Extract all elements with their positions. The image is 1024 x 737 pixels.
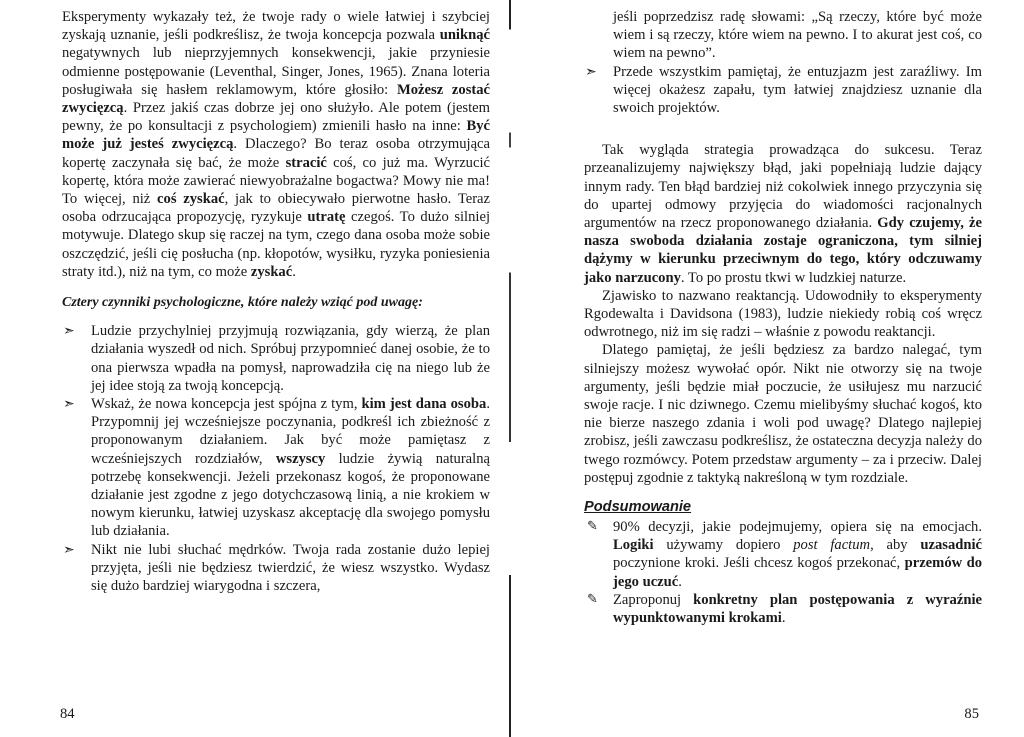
factors-list-continued	[584, 8, 982, 117]
book-gutter	[509, 0, 511, 737]
list-item: ➣ Przede wszystkim pamiętaj, że entuzjazm jest zaraźliwy. Im więcej okażesz zapału, tym łatwiej znajdziesz uznanie dla swoich projektów.	[585, 63, 982, 117]
paragraph-advice: Dlatego pamiętaj, że jeśli będziesz za bardzo nalegać, tym silniejszy możesz wywołać opór. Nikt nie otworzy się na twoje argumenty, jeśli będzie miał poczucie, że usiłujesz mu narzucić swoje racje. I nic dziwnego. Czemu mielibyśmy słuchać kogoś, kto nie bierze naszego zdania i woli pod uwagę? Dlatego najlepiej zrobisz, jeśli zawczasu podkreślisz, że ostateczna decyzja należy do twego rozmówcy. Potem przedstaw argumenty – za i przeciw. Dalej postępuj zgodnie z taktyką nakreśloną w tym rozdziale.	[584, 342, 982, 486]
arrow-bullet-icon: ➣	[63, 396, 75, 413]
paragraph-reactance: Zjawisko to nazwano reaktancją. Udowodniły to eksperymenty Rgodewalta i Davidsona (1983), ludzie niekiedy robią coś wręcz odwrotnego, niż im się radzi – właśnie z powodu reaktancji.	[584, 287, 982, 341]
right-page	[514, 0, 1024, 737]
section-heading: Cztery czynniki psychologiczne, które należy wziąć pod uwagę:	[62, 295, 423, 311]
summary-title: Podsumowanie	[584, 499, 692, 516]
arrow-bullet-icon: ➣	[585, 63, 597, 80]
paragraph-reactance-intro: Tak wygląda strategia prowadząca do sukcesu. Teraz przeanalizujemy największy błąd, jaki popełniają ludzie dający innym rady. Ten błąd bardziej niż cokolwiek innego przyczynia się do upartej odmowy przyjęcia do wiadomości racjonalnych argumentów na rzecz proponowanego działania. Gdy czujemy, że nasza swoboda działania zostaje ograniczona, tym silniej dążymy w kierunku przeciwnym do tego, który odczuwamy jako narzucony. To po prostu tkwi w ludzkiej naturze.	[584, 142, 982, 286]
page-number: 85	[964, 706, 979, 722]
arrow-bullet-icon: ➣	[63, 541, 75, 558]
list-item: ✎ Zaproponuj konkretny plan postępowania z wyraźnie wypunktowanymi krokami.	[587, 591, 982, 627]
list-item: ➣ Nikt nie lubi słuchać mędrków. Twoja rada zostanie dużo lepiej przyjęta, jeśli nie będziesz twierdzić, że wiesz wszystko. Wydasz się dużo bardziej wiarygodna i szczera,	[63, 541, 490, 595]
factors-list	[62, 322, 490, 595]
paragraph-loss-aversion: Eksperymenty wykazały też, że twoje rady o wiele łatwiej i szybciej zyskają uznanie, jeśli podkreślisz, że twoja koncepcja pozwala uniknąć negatywnych lub nieprzyjemnych konsekwencji, jakie przyniesie odmienne postępowanie (Leventhal, Singer, Jones, 1965). Znana loteria posługiwała się hasłem reklamowym, które głosiło: Możesz zostać zwycięzcą. Przez jakiś czas dobrze jej ono służyło. Ale potem (jestem pewny, że po konsultacji z psychologiem) zmienili hasło na inne: Być może już jesteś zwycięzcą. Dlaczego? Bo teraz osoba otrzymująca kopertę zaczynała się bać, że może stracić coś, co już ma. Wyrzucić kopertę, która może zawierać niewyobrażalne bogactwa? Mowy nie ma! To więcej, niż coś zyskać, jak to obiecywało pierwotne hasło. Teraz osoba odrzucająca propozycję, ryzykuje utratę czegoś. To dużo silniej motywuje. Dlatego skup się raczej na tym, czego dana osoba może sobie oszczędzić, jeśli cię posłucha (np. kłopotów, wysiłku, ryzyka poniesienia straty itd.), niż na tym, co może zyskać.	[62, 9, 491, 280]
list-item: ✎ 90% decyzji, jakie podejmujemy, opiera się na emocjach. Logiki używamy dopiero post factum, aby uzasadnić poczynione kroki. Jeśli chcesz kogoś przekonać, przemów do jego uczuć.	[587, 519, 983, 590]
list-item: ➣ Ludzie przychylniej przyjmują rozwiązania, gdy wierzą, że plan działania wyszedł od nich. Spróbuj przypomnieć danej osobie, że to ona pierwsza wpadła na pomysł, naprowadziła cię na niego lub że jej idee stoją za twoją koncepcją.	[63, 323, 490, 394]
page-number: 84	[60, 706, 75, 722]
left-page	[0, 0, 510, 737]
list-item-continued: jeśli poprzedzisz radę słowami: „Są rzeczy, które być może wiem i są rzeczy, które wiem na pewno. I to akurat jest coś, co wiem na pewno”.	[613, 9, 982, 62]
pencil-icon: ✎	[587, 591, 598, 607]
list-item: ➣ Wskaż, że nowa koncepcja jest spójna z tym, kim jest dana osoba. Przypomnij jej wcześniejsze poczynania, podkreśl ich zbieżność z proponowanym działaniem. Jak być może pamiętasz z wcześniejszych rozdziałów, wszyscy ludzie żywią naturalną potrzebę konsekwencji. Jeżeli przekonasz kogoś, że proponowane działanie jest zgodne z jego dotychczasową linią, a nie krokiem w nowym kierunku, łatwiej uzyskasz akceptację dla swojego pomysłu lub działania.	[63, 396, 490, 540]
pencil-icon: ✎	[587, 519, 598, 535]
arrow-bullet-icon: ➣	[63, 323, 75, 340]
summary-list	[584, 518, 982, 627]
